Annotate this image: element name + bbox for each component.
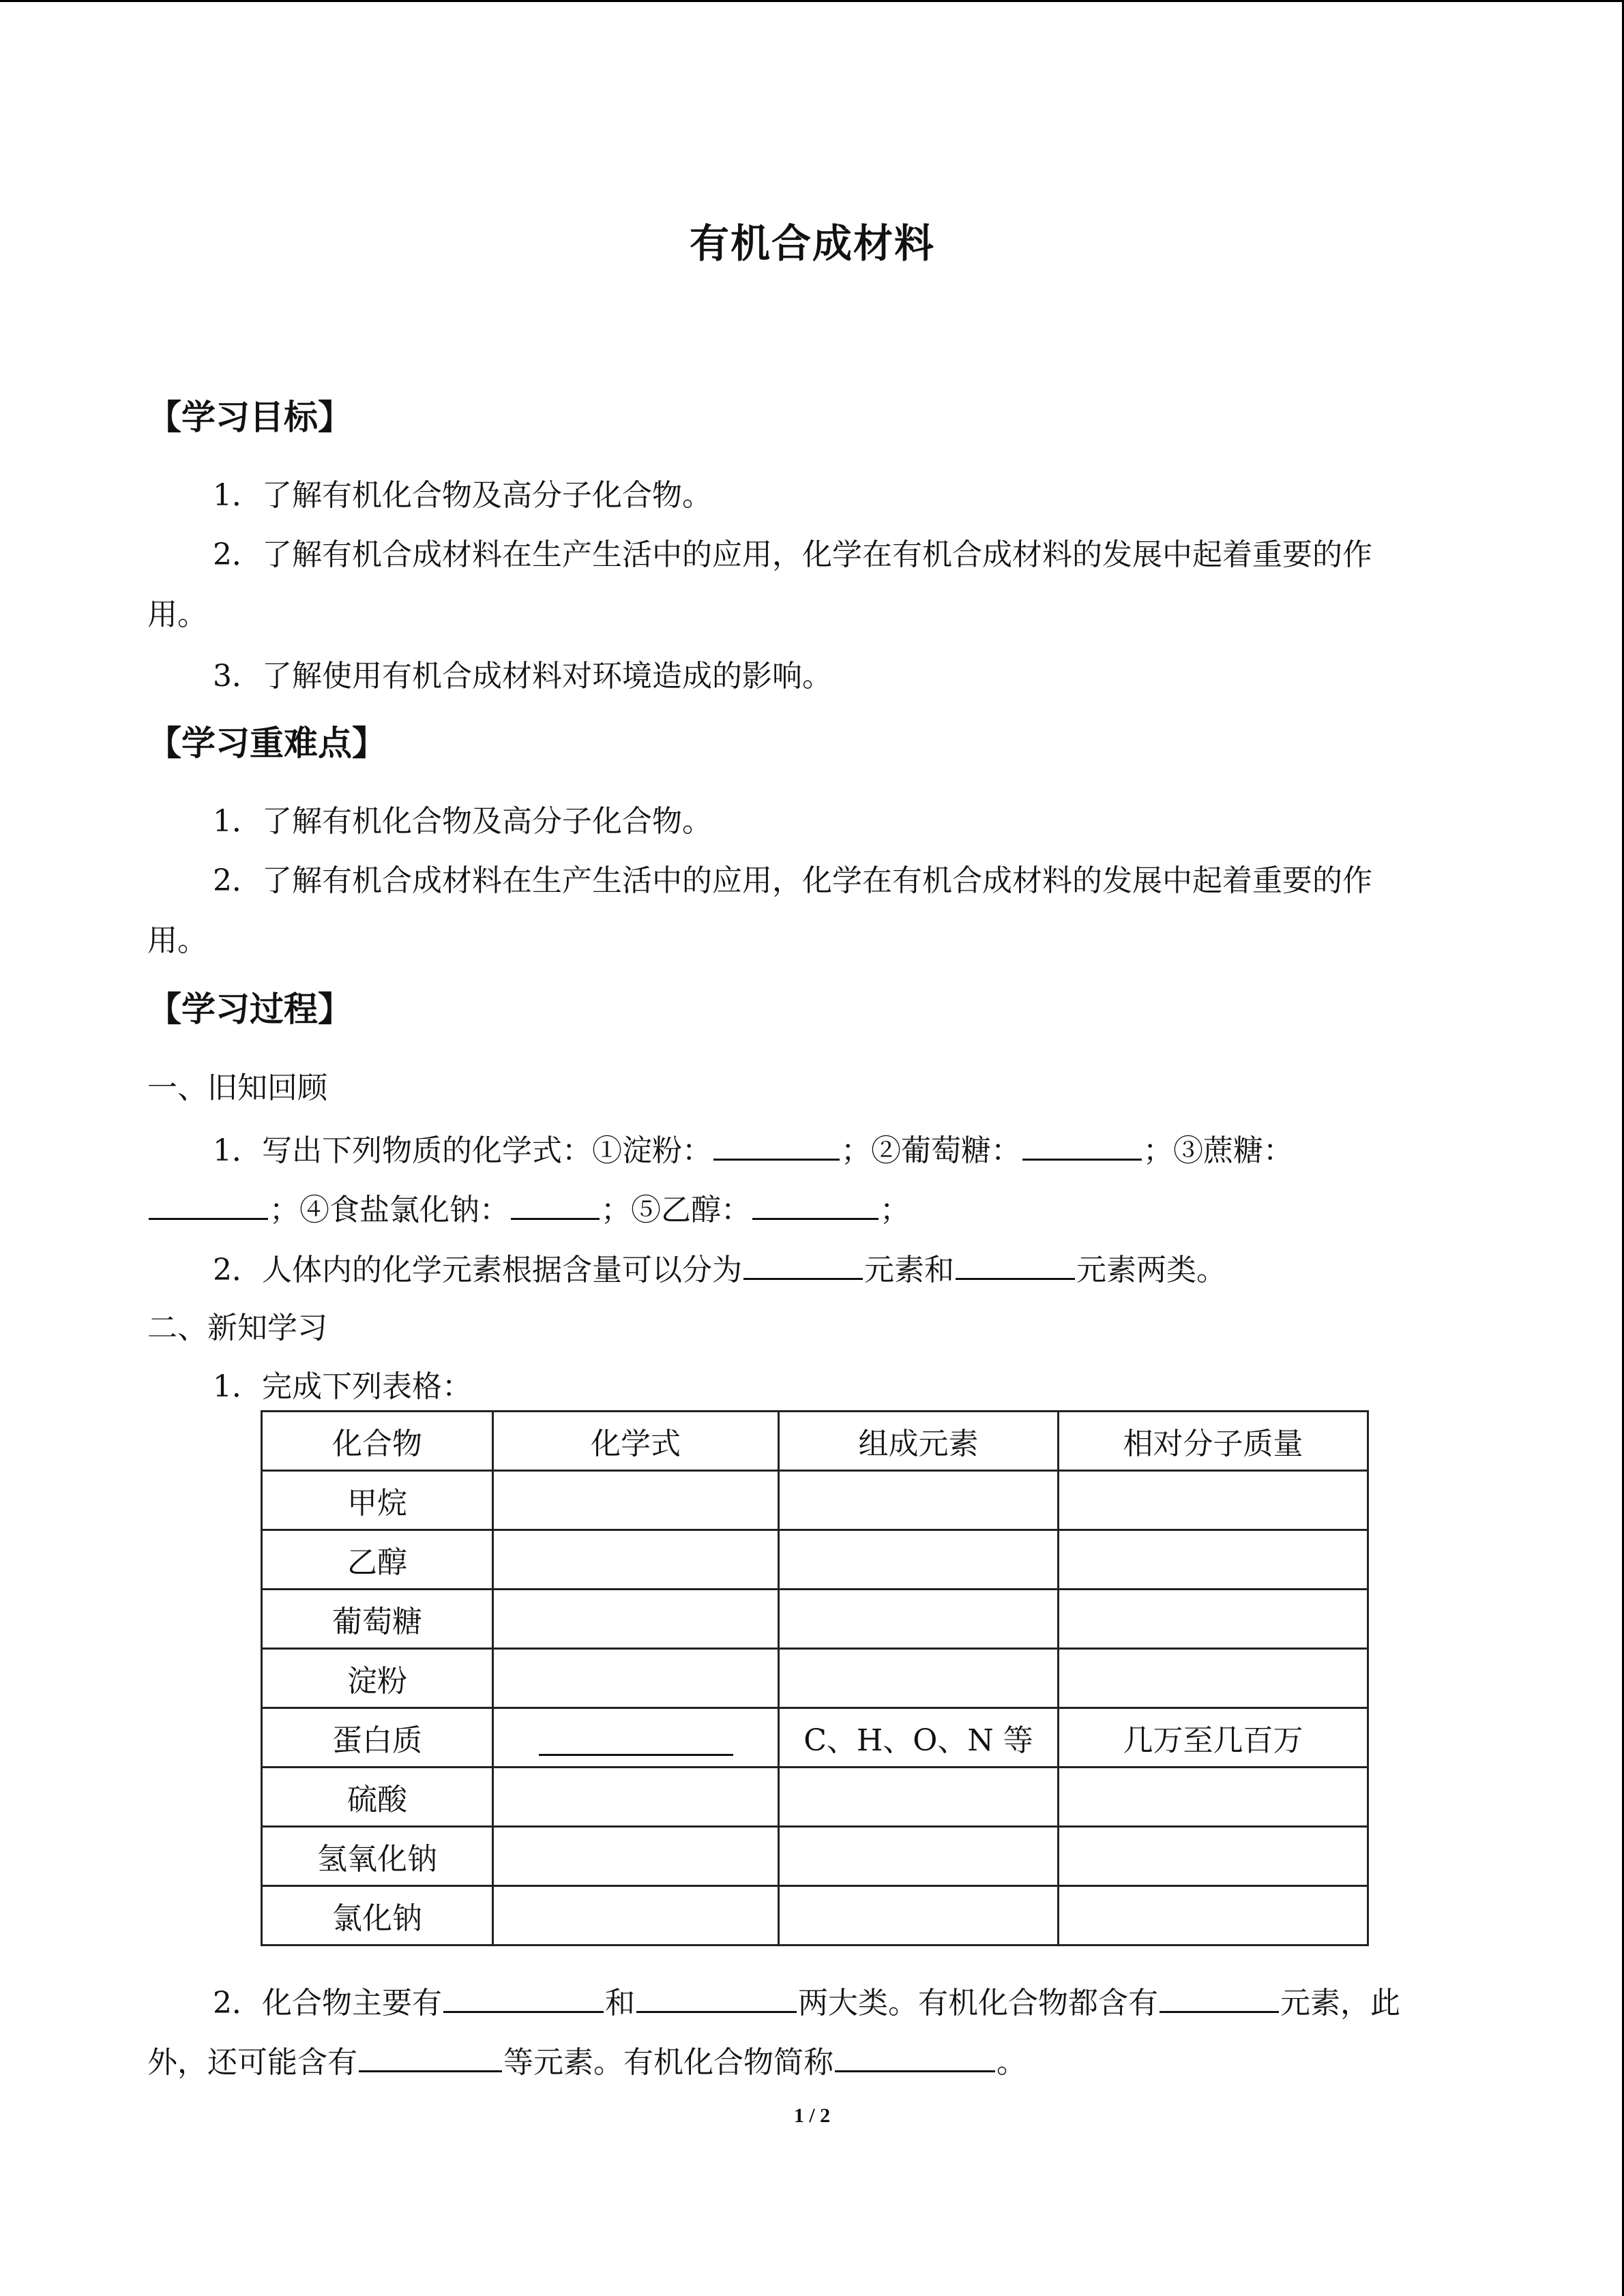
compound-name-cell: 氢氧化钠 bbox=[262, 1827, 493, 1886]
heading-key-points: 【学习重难点】 bbox=[147, 724, 386, 763]
page-number: 1 / 2 bbox=[793, 2104, 831, 2127]
page-border-top bbox=[0, 0, 1624, 2]
elements-cell[interactable] bbox=[779, 1886, 1059, 1945]
formula-blank-line[interactable] bbox=[539, 1733, 733, 1756]
formula-cell[interactable] bbox=[493, 1768, 779, 1827]
review-q2-mid: 元素和 bbox=[864, 1253, 954, 1287]
review-q2 bbox=[147, 1248, 1543, 1291]
elements-cell[interactable] bbox=[779, 1827, 1059, 1886]
q2-mid1: 和 bbox=[605, 1986, 635, 2021]
formula-cell[interactable] bbox=[493, 1590, 779, 1649]
new-learning-q2-line2 bbox=[147, 2040, 1477, 2083]
elements-cell[interactable] bbox=[779, 1530, 1059, 1590]
table-row bbox=[262, 1530, 1368, 1590]
molecular-mass-cell: 几万至几百万 bbox=[1059, 1708, 1368, 1768]
key-point-1: 1．了解有机化合物及高分子化合物。 bbox=[213, 804, 712, 839]
blank-glucose[interactable] bbox=[1022, 1129, 1142, 1161]
heading-process: 【学习过程】 bbox=[147, 989, 352, 1029]
review-q1-mid2: ；③蔗糖： bbox=[1143, 1133, 1293, 1168]
section-review-title: 一、旧知回顾 bbox=[147, 1071, 327, 1105]
q2-prefix: 2．化合物主要有 bbox=[213, 1986, 442, 2021]
molecular-mass-cell[interactable] bbox=[1059, 1530, 1368, 1590]
review-q1-mid1: ；②葡萄糖： bbox=[841, 1133, 1021, 1168]
elements-cell[interactable] bbox=[779, 1649, 1059, 1708]
blank-compound-class-2[interactable] bbox=[636, 1981, 797, 2013]
table-header-cell: 化合物 bbox=[262, 1412, 493, 1471]
molecular-mass-cell[interactable] bbox=[1059, 1886, 1368, 1945]
compound-name-cell: 甲烷 bbox=[262, 1471, 493, 1530]
compound-name-cell: 氯化钠 bbox=[262, 1886, 493, 1945]
table-row bbox=[262, 1590, 1368, 1649]
review-q1-mid3: ；④食盐氯化钠： bbox=[269, 1193, 510, 1227]
blank-organic-element[interactable] bbox=[1160, 1981, 1279, 2013]
table-row bbox=[262, 1649, 1368, 1708]
elements-cell[interactable] bbox=[779, 1768, 1059, 1827]
molecular-mass-cell[interactable] bbox=[1059, 1827, 1368, 1886]
objective-2-line2: 用。 bbox=[147, 597, 207, 632]
blank-ethanol[interactable] bbox=[752, 1188, 879, 1220]
q2-mid3: 元素，此 bbox=[1280, 1986, 1400, 2021]
table-row bbox=[262, 1827, 1368, 1886]
formula-cell[interactable] bbox=[493, 1827, 779, 1886]
table-header-cell: 组成元素 bbox=[779, 1412, 1059, 1471]
compound-name-cell: 硫酸 bbox=[262, 1768, 493, 1827]
blank-abbreviation[interactable] bbox=[835, 2040, 995, 2072]
table-header-cell: 相对分子质量 bbox=[1059, 1412, 1368, 1471]
elements-cell[interactable] bbox=[779, 1471, 1059, 1530]
review-q1-line2 bbox=[147, 1188, 1477, 1231]
key-point-2-line2: 用。 bbox=[147, 923, 207, 958]
review-q1-prefix: 1．写出下列物质的化学式：①淀粉： bbox=[213, 1133, 712, 1168]
compound-name-cell: 淀粉 bbox=[262, 1649, 493, 1708]
objective-3: 3．了解使用有机合成材料对环境造成的影响。 bbox=[213, 659, 832, 694]
heading-objectives: 【学习目标】 bbox=[147, 398, 352, 437]
formula-cell[interactable] bbox=[493, 1649, 779, 1708]
compound-name-cell: 葡萄糖 bbox=[262, 1590, 493, 1649]
table-row bbox=[262, 1471, 1368, 1530]
compound-name-cell: 蛋白质 bbox=[262, 1708, 493, 1768]
formula-cell[interactable] bbox=[493, 1886, 779, 1945]
q2-line2-mid: 等元素。有机化合物简称 bbox=[503, 2045, 833, 2080]
q2-line2-prefix: 外，还可能含有 bbox=[147, 2045, 357, 2080]
compound-table bbox=[261, 1410, 1369, 1946]
molecular-mass-cell[interactable] bbox=[1059, 1471, 1368, 1530]
blank-sodium-chloride[interactable] bbox=[511, 1188, 600, 1220]
table-row bbox=[262, 1708, 1368, 1768]
section-new-learning-title: 二、新知学习 bbox=[147, 1311, 327, 1345]
review-q1-line1 bbox=[147, 1129, 1543, 1172]
molecular-mass-cell[interactable] bbox=[1059, 1768, 1368, 1827]
formula-cell[interactable] bbox=[493, 1708, 779, 1768]
blank-element-type-1[interactable] bbox=[743, 1248, 863, 1280]
q2-line2-end: 。 bbox=[996, 2045, 1027, 2080]
formula-cell[interactable] bbox=[493, 1530, 779, 1590]
q2-mid2: 两大类。有机化合物都含有 bbox=[798, 1986, 1158, 2021]
formula-cell[interactable] bbox=[493, 1471, 779, 1530]
document-title: 有机合成材料 bbox=[689, 220, 935, 267]
key-point-2-line1: 2．了解有机合成材料在生产生活中的应用，化学在有机合成材料的发展中起着重要的作 bbox=[213, 863, 1372, 898]
new-learning-q1: 1．完成下列表格： bbox=[213, 1369, 472, 1404]
molecular-mass-cell[interactable] bbox=[1059, 1649, 1368, 1708]
review-q1-mid4: ；⑤乙醇： bbox=[601, 1193, 751, 1227]
table-header-row bbox=[262, 1412, 1368, 1471]
table-row bbox=[262, 1886, 1368, 1945]
blank-element-type-2[interactable] bbox=[956, 1248, 1075, 1280]
blank-compound-class-1[interactable] bbox=[443, 1981, 604, 2013]
blank-sucrose[interactable] bbox=[149, 1188, 268, 1220]
elements-cell[interactable] bbox=[779, 1590, 1059, 1649]
review-q2-prefix: 2．人体内的化学元素根据含量可以分为 bbox=[213, 1253, 742, 1287]
table-header-cell: 化学式 bbox=[493, 1412, 779, 1471]
compound-name-cell: 乙醇 bbox=[262, 1530, 493, 1590]
review-q2-end: 元素两类。 bbox=[1076, 1253, 1226, 1287]
table-row bbox=[262, 1768, 1368, 1827]
elements-cell: C、H、O、N 等 bbox=[779, 1708, 1059, 1768]
blank-starch[interactable] bbox=[713, 1129, 840, 1161]
molecular-mass-cell[interactable] bbox=[1059, 1590, 1368, 1649]
review-q1-end: ； bbox=[880, 1193, 910, 1227]
objective-2-line1: 2．了解有机合成材料在生产生活中的应用，化学在有机合成材料的发展中起着重要的作 bbox=[213, 537, 1372, 572]
blank-other-elements[interactable] bbox=[359, 2040, 502, 2072]
objective-1: 1．了解有机化合物及高分子化合物。 bbox=[213, 478, 712, 513]
new-learning-q2-line1 bbox=[147, 1981, 1543, 2024]
